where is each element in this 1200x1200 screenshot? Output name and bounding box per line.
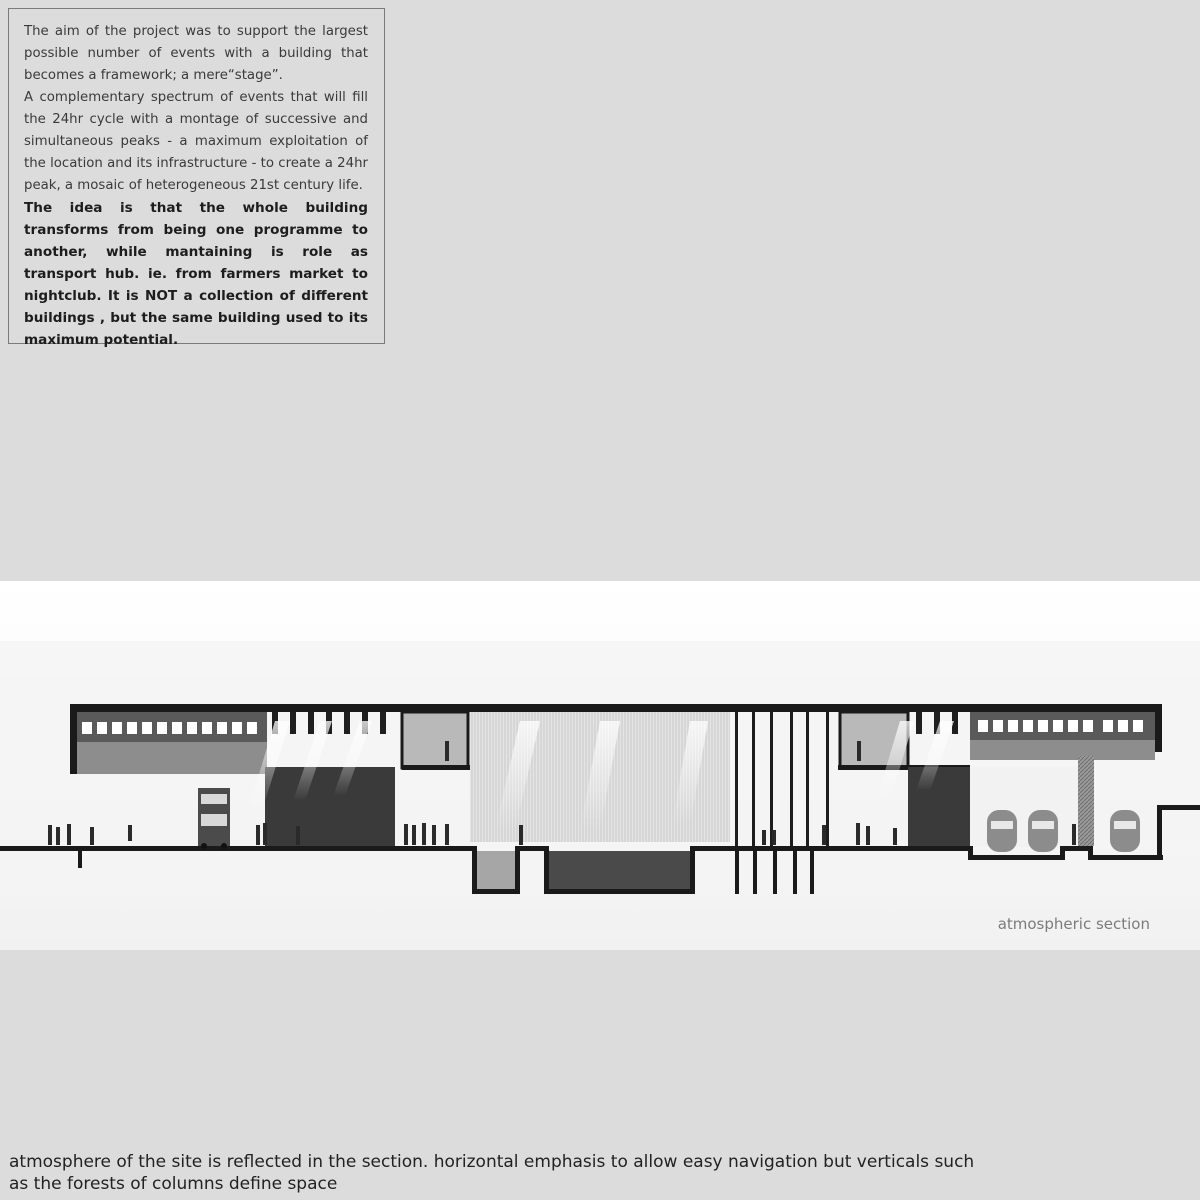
train-left xyxy=(987,810,1017,852)
intro-paragraph-spectrum: A complementary spectrum of events that will fill the 24hr cycle with a montage of successive and simultaneous peaks - a maximum exploitation of the location and its infrastructure - to create a 24hr peak, a mosaic of heterogeneous 21st century life. xyxy=(24,90,368,193)
train-middle xyxy=(1028,810,1058,852)
basement-volume xyxy=(549,851,690,889)
project-description-box xyxy=(8,8,385,348)
dark-volume-left xyxy=(265,767,395,847)
double-decker-bus xyxy=(198,788,230,849)
mezzanine-left xyxy=(402,712,470,770)
clerestory-windows-right xyxy=(978,720,1143,732)
section-label: atmospheric section xyxy=(997,915,1150,933)
stair-tower xyxy=(1078,756,1094,846)
train-right xyxy=(1110,810,1140,852)
basement-pit-left xyxy=(477,851,515,889)
intro-paragraph-idea: The idea is that the whole building transforms from being one programme to another, while mantaining is role as transport hub. ie. from farmers market to nightclub. It is NOT a collection of different buildings , but the same building used to its maximum potential. xyxy=(24,200,368,348)
dark-volume-right xyxy=(908,767,970,847)
atmospheric-section-drawing xyxy=(0,581,1200,950)
intro-paragraph-aim: The aim of the project was to support the largest possible number of events with a building that becomes a framework; a mere“stage”. xyxy=(24,24,368,83)
section-caption: atmosphere of the site is reflected in the section. horizontal emphasis to allow easy navigation but verticals such as the forests of columns define space xyxy=(9,1152,975,1194)
section-illustration xyxy=(0,581,1200,950)
